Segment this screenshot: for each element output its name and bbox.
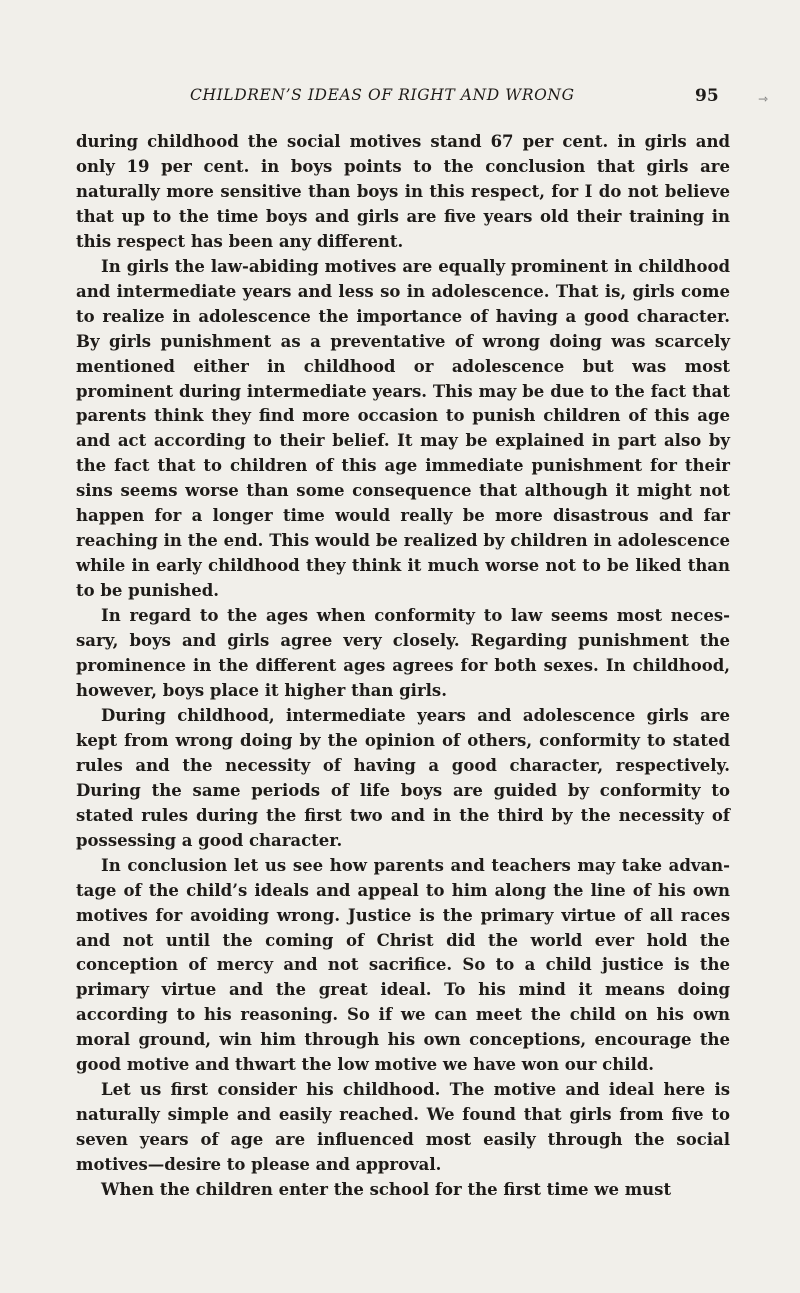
paragraph-7: When the children enter the school for the first time we must (101, 1180, 672, 1200)
corner-mark: ⇾ (758, 92, 769, 106)
running-head: CHILDREN’S IDEAS OF RIGHT AND WRONG (190, 86, 575, 104)
page-number: 95 (695, 86, 719, 106)
paragraph-6: Let us first consider his childhood. The motive and ideal here is naturally simple and easily reached. We found that girls from five to seven years of age are influenced most easily through the social motives—desire to please and approval. (76, 1080, 730, 1175)
paragraph-5: In conclusion let us see how parents and teachers may take advantage of the child’s ideals and appeal to him along the line of his own motives for avoiding wrong. Justice is the primary virtue of all races and not until the coming of Christ did the world ever hold the conception of mercy and not sacrifice. So to a child justice is the primary virtue and the great ideal. To his mind it means doing according to his reasoning. So if we can meet the child on his own moral ground, win him through his own conceptions, encourage the good motive and thwart the low motive we have won our child. (76, 855, 730, 1075)
paragraph-1: during childhood the social motives stand 67 per cent. in girls and only 19 per cent. in boys points to the conclusion that girls are naturally more sensitive than boys in this respect, for I do not believe that up to the time boys and girls are five years old their training in this respect has been any different. (76, 132, 730, 251)
page-header (0, 86, 800, 116)
paragraph-2: In girls the law-abiding motives are equally prominent in childhood and intermediate years and less so in adolescence. That is, girls come to realize in adolescence the importance of having a good character. By girls punishment as a preventative of wrong doing was scarcely mentioned either in childhood or adolescence but was most prominent during intermediate years. This may be due to the fact that parents think they find more occasion to punish children of this age and act according to their belief. It may be explained in part also by the fact that to children of this age immediate punishment for their sins seems worse than some consequence that although it might not happen for a longer time would really be more disastrous and far reaching in the end. This would be realized by children in adolescence while in early childhood they think it much worse not to be liked than to be punished. (76, 256, 730, 601)
paragraph-4: During childhood, intermediate years and adolescence girls are kept from wrong doing by the opinion of others, conformity to stated rules and the necessity of having a good character, respectively. During the same periods of life boys are guided by conformity to stated rules during the first two and in the third by the necessity of possessing a good character. (76, 705, 730, 850)
body-text (76, 130, 730, 1203)
paragraph-3: In regard to the ages when conformity to law seems most necessary, boys and girls agree very closely. Regarding punishment the prominence in the different ages agrees for both sexes. In childhood, however, boys place it higher than girls. (76, 606, 730, 700)
